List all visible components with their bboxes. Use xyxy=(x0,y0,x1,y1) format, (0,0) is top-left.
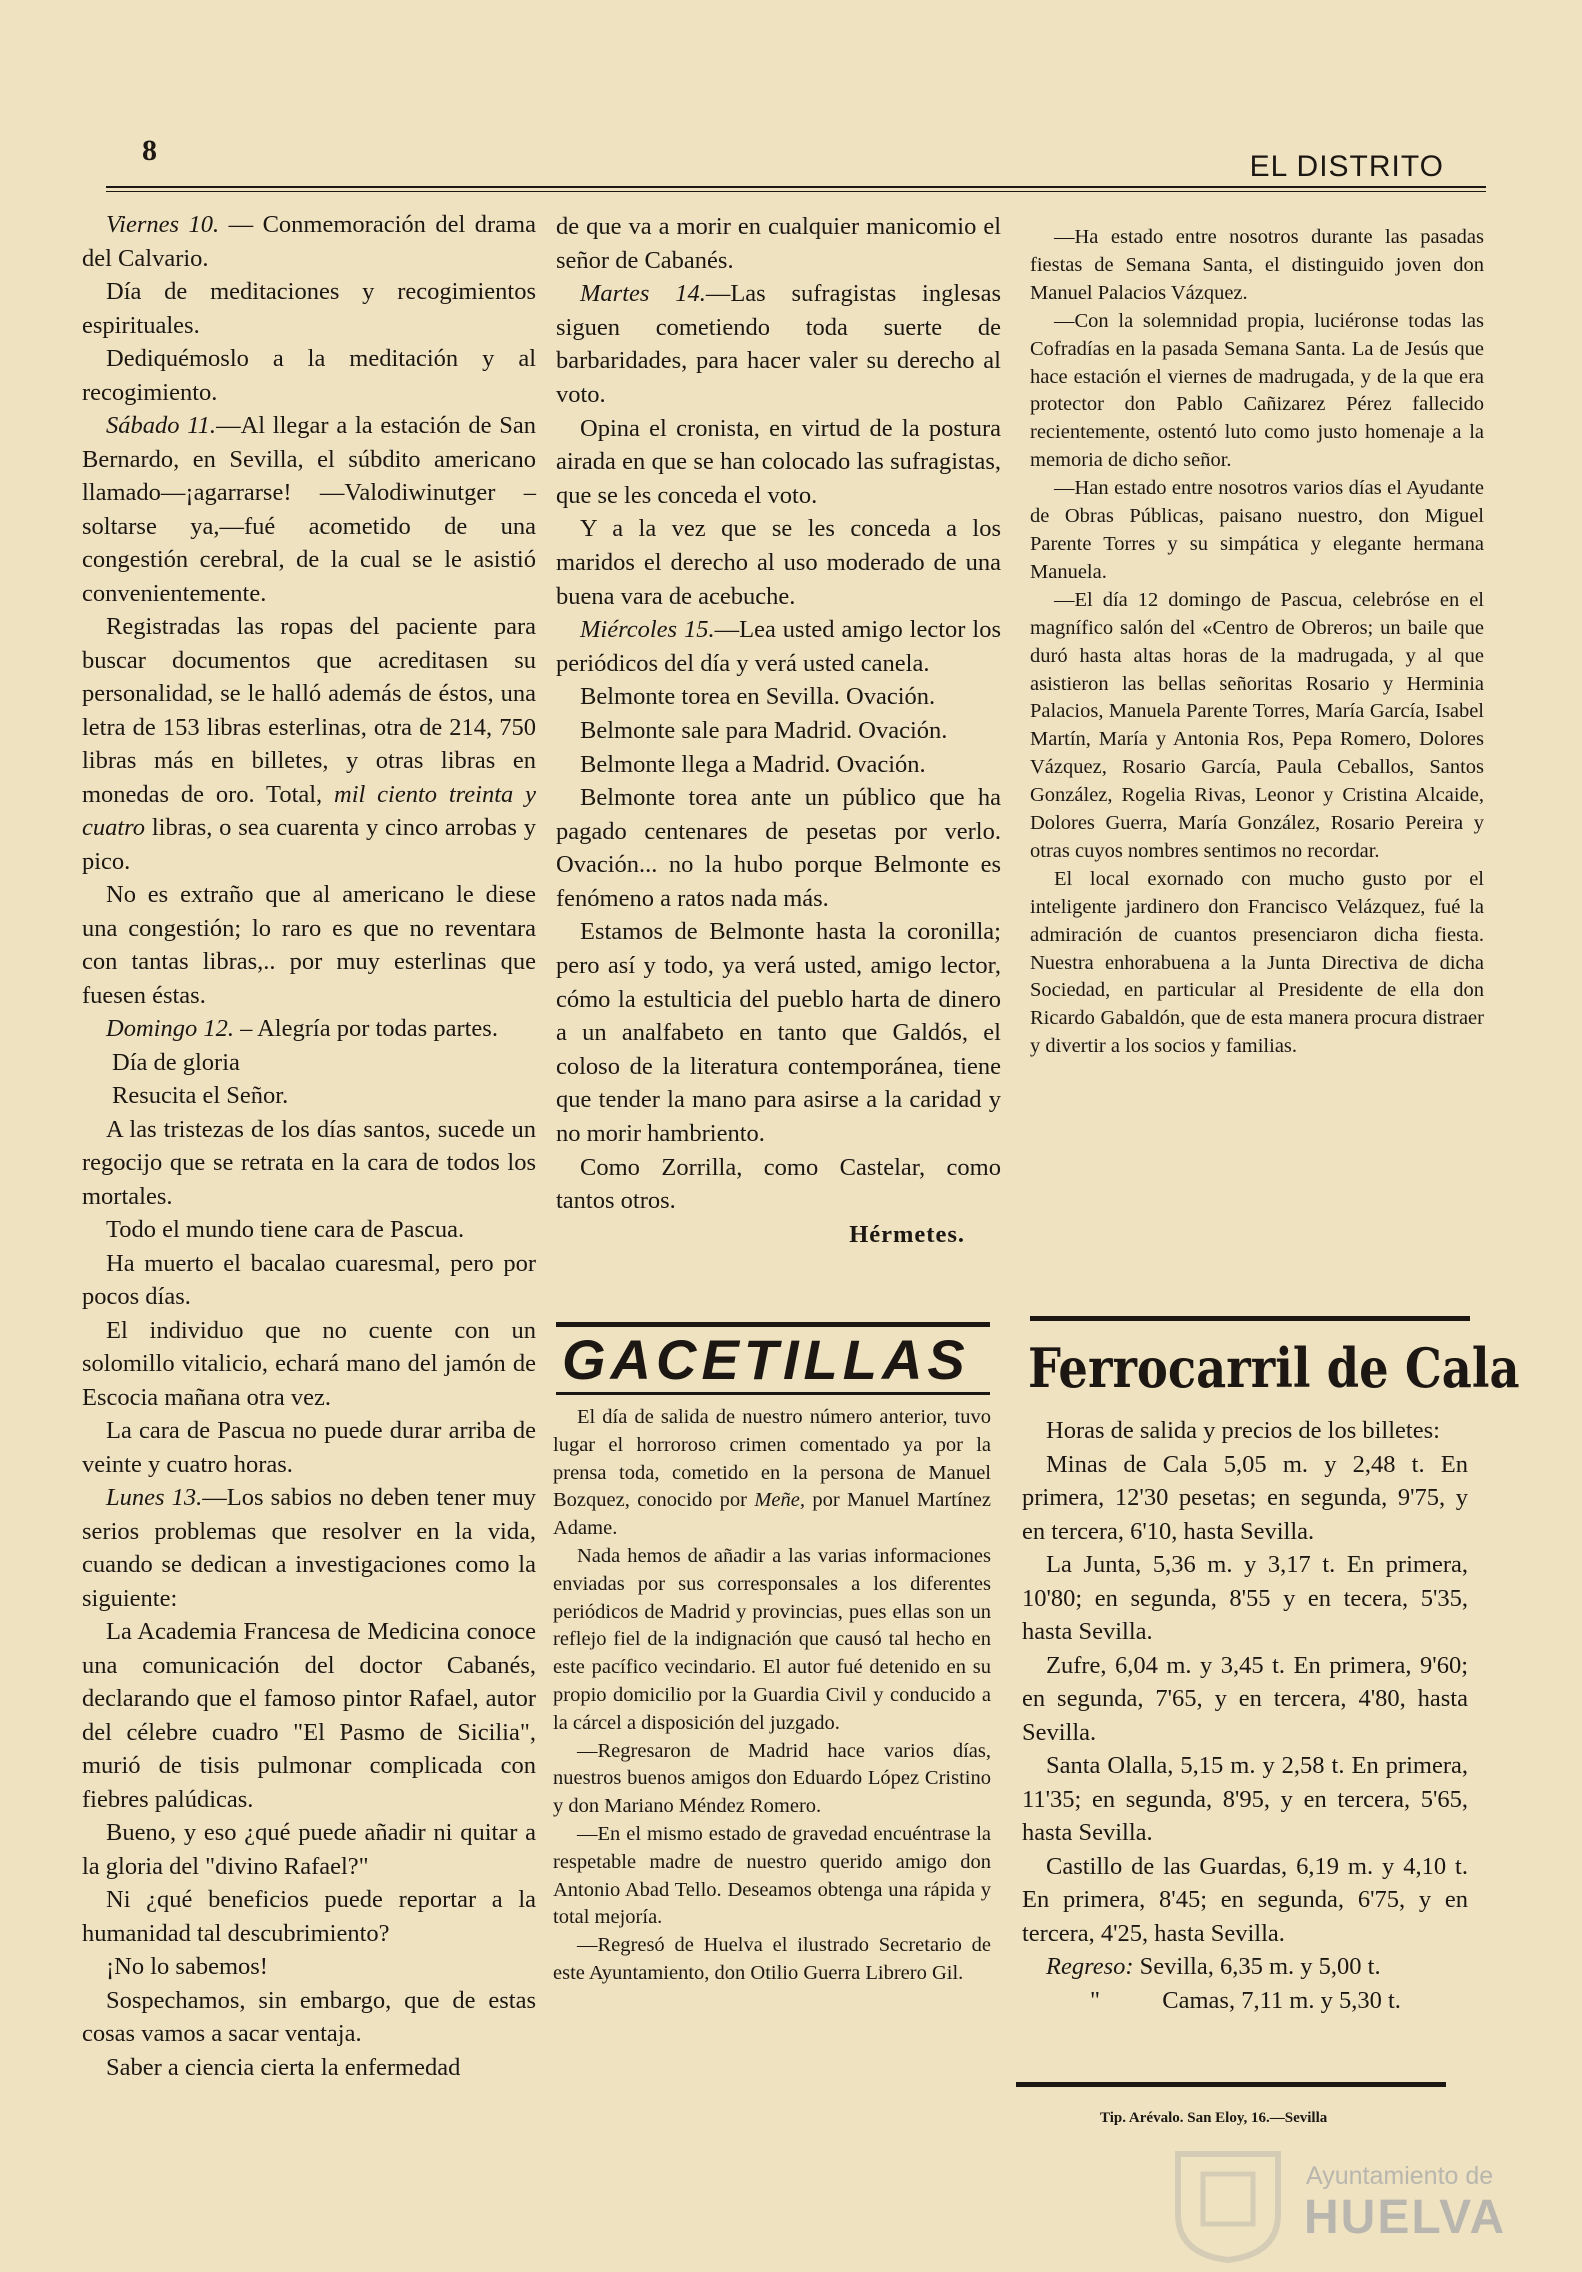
paragraph-text: Como Zorrilla, como Castelar, como tantos otros. xyxy=(556,1153,1001,1215)
page-number: 8 xyxy=(142,134,157,167)
col2-paragraph xyxy=(556,412,1001,513)
ferrocarril-paragraph xyxy=(1022,1548,1468,1649)
col1-paragraph xyxy=(82,1984,536,2051)
paragraph-text: —Regresó de Huelva el ilustrado Secretario de este Ayuntamiento, don Otilio Guerra Librero Gil. xyxy=(553,1934,991,1984)
col1-paragraph xyxy=(82,342,536,409)
paragraph-text: ¡No lo sabemos! xyxy=(106,1953,268,1980)
paragraph-text: No es extraño que al americano le diese una congestión; lo raro es que no reventara con tantas libras,.. por muy esterlinas que fuesen éstas. xyxy=(82,881,536,1009)
col1-paragraph xyxy=(82,1247,536,1314)
ferrocarril-paragraph xyxy=(1022,1749,1468,1850)
paragraph-text: Belmonte torea en Sevilla. Ovación. xyxy=(580,683,936,711)
gacetillas-paragraph xyxy=(553,1543,991,1738)
col2-paragraph xyxy=(556,277,1001,411)
header-rule xyxy=(106,186,1486,188)
col2-paragraph xyxy=(556,748,1001,782)
ditto-mark: " xyxy=(1090,1986,1101,2014)
col1-paragraph xyxy=(82,1816,536,1883)
col2-paragraph xyxy=(556,613,1001,680)
paragraph-text: —Al llegar a la estación de San Bernardo, en Sevilla, el súbdito americano llamado—¡agarrarse! —Valodiwinutger – soltarse ya,—fué acometido de una congestión cerebral, de la cual se le asistió convenientemente. xyxy=(82,412,536,607)
paragraph-text: A las tristezas de los días santos, sucede un regocijo que se retrata en la cara de todos los mortales. xyxy=(82,1115,536,1210)
col2-paragraph xyxy=(556,210,1001,277)
regreso-label: Regreso: xyxy=(1046,1953,1134,1980)
col1-paragraph xyxy=(82,1414,536,1481)
gacetillas-paragraph xyxy=(553,1821,991,1932)
paragraph-text: —Ha estado entre nosotros durante las pasadas fiestas de Semana Santa, el distinguido joven don Manuel Palacios Vázquez. xyxy=(1030,226,1484,304)
ferrocarril-title: Ferrocarril de Cala xyxy=(1028,1336,1520,1400)
col1-paragraph xyxy=(82,2051,536,2085)
paragraph-text: Saber a ciencia cierta la enfermedad xyxy=(106,2053,461,2081)
col1-paragraph xyxy=(82,409,536,610)
paragraph-text: Ni ¿qué beneficios puede reportar a la humanidad tal descubrimiento? xyxy=(82,1886,536,1947)
col3-paragraph xyxy=(1030,308,1484,475)
regreso-sevilla: Sevilla, 6,35 m. y 5,00 t. xyxy=(1139,1953,1381,1980)
column-3 xyxy=(1030,224,1484,1061)
paragraph-text: —En el mismo estado de gravedad encuéntrase la respetable madre de nuestro querido amigo don Antonio Abad Tello. Deseamos obtenga una rápida y total mejoría. xyxy=(553,1822,991,1929)
paragraph-text: Belmonte sale para Madrid. Ovación. xyxy=(580,716,948,744)
col2-paragraph xyxy=(556,915,1001,1150)
col1-paragraph xyxy=(82,1012,536,1046)
paragraph-text: El día de salida de nuestro número anterior, tuvo lugar el horroroso crimen comentado ya por la prensa toda, cometido en la persona de Manuel Bozquez, conocido por xyxy=(553,1406,991,1512)
date-heading: Lunes 13. xyxy=(106,1484,203,1511)
paragraph-text: La Academia Francesa de Medicina conoce una comunicación del doctor Cabanés, declarando que el famoso pintor Rafael, autor del célebre cuadro "El Pasmo de Sicilia", murió de tisis pulmonar complicada con fiebres palúdicas. xyxy=(82,1618,536,1813)
paragraph-text: — Conmemoración del drama del Calvario. xyxy=(82,211,536,272)
paragraph-text: Día de meditaciones y recogimientos espirituales. xyxy=(82,278,536,339)
regreso-line-2 xyxy=(1022,1984,1468,2018)
ferrocarril-paragraph xyxy=(1022,1649,1468,1750)
col1-paragraph xyxy=(82,1883,536,1950)
col2-paragraph xyxy=(556,512,1001,613)
paragraph-text: —Los sabios no deben tener muy serios problemas que resolver en la vida, cuando se dedican a investigaciones como la siguiente: xyxy=(82,1484,536,1612)
col2-paragraph xyxy=(556,781,1001,915)
paragraph-text: de que va a morir en cualquier manicomio el señor de Cabanés. xyxy=(556,213,1001,274)
paragraph-text: La Junta, 5,36 m. y 3,17 t. En primera, 10'80; en segunda, 8'55 y en tecera, 5'35, hasta Sevilla. xyxy=(1022,1551,1468,1645)
header-rule-thin xyxy=(106,191,1486,192)
paragraph-text: Y a la vez que se les conceda a los maridos el derecho al uso moderado de una buena vara de acebuche. xyxy=(556,515,1001,610)
col3-paragraph xyxy=(1030,866,1484,1061)
date-heading: Sábado 11. xyxy=(106,412,217,439)
col1-paragraph xyxy=(82,1314,536,1415)
ferrocarril-paragraph xyxy=(1022,1414,1468,1448)
col1-paragraph xyxy=(82,1481,536,1615)
paragraph-text: Belmonte torea ante un público que ha pagado centenares de pesetas por verlo. Ovación... no la hubo porque Belmonte es fenómeno a ratos nada más. xyxy=(556,784,1001,912)
paragraph-text: La cara de Pascua no puede durar arriba de veinte y cuatro horas. xyxy=(82,1417,536,1478)
column-1 xyxy=(82,208,536,2084)
huelva-seal-watermark xyxy=(1168,2134,1288,2264)
ferrocarril-paragraph xyxy=(1022,1448,1468,1549)
paragraph-text: —Lea usted amigo lector los periódicos del día y verá usted canela. xyxy=(556,616,1001,677)
paragraph-text: Minas de Cala 5,05 m. y 2,48 t. En primera, 12'30 pesetas; en segunda, 9'75, y en tercera, 6'10, hasta Sevilla. xyxy=(1022,1450,1468,1545)
col2-paragraph xyxy=(556,714,1001,748)
col1-paragraph xyxy=(82,878,536,1012)
col1-paragraph xyxy=(82,1046,536,1080)
paragraph-text: —El día 12 domingo de Pascua, celebróse en el magnífico salón del «Centro de Obreros; un baile que duró hasta altas horas de la madrugada, y al que asistieron las bellas señoritas Rosario y Herminia Palacios, Manuela Parente Torres, María García, Isabel Martín, María y Antonia Ros, Pepa Romero, Dolores Vázquez, Rosario García, Paula Ceballos, Santos González, Rogelia Rivas, Leonor y Cristina Alcaide, Dolores Guerra, María González, Rosario Pereira y otras cuyos nombres sentimos no recordar. xyxy=(1030,588,1484,862)
col1-paragraph xyxy=(82,1950,536,1984)
paragraph-text: —Las sufragistas inglesas siguen cometiendo toda suerte de barbaridades, para hacer valer su derecho al voto. xyxy=(556,280,1001,408)
printer-imprint: Tip. Arévalo. San Eloy, 16.—Sevilla xyxy=(1100,2110,1328,2126)
ferrocarril-rule-top xyxy=(1030,1316,1470,1321)
col2-paragraph xyxy=(556,1151,1001,1218)
paragraph-text: Día de gloria xyxy=(112,1048,240,1076)
paragraph-text: Nada hemos de añadir a las varias informaciones enviadas por sus corresponsales a los diferentes periódicos de Madrid y provincias, pues ellas son un reflejo fiel de la indignación que causó tal hecho en este pacífico vecindario. El autor fué detenido en su propio domicilio por la Guardia Civil y conducido a la cárcel a disposición del juzgado. xyxy=(553,1544,991,1734)
paragraph-text: Todo el mundo tiene cara de Pascua. xyxy=(106,1216,465,1243)
ferrocarril-body xyxy=(1022,1414,1468,2017)
emphasis-text: Meñe, xyxy=(747,1489,806,1512)
ferrocarril-rule-bottom xyxy=(1016,2082,1446,2087)
col1-paragraph xyxy=(82,1615,536,1816)
gacetillas-title: GACETILLAS xyxy=(562,1328,970,1391)
regreso-camas: Camas, 7,11 m. y 5,30 t. xyxy=(1162,1986,1401,2014)
gacetillas-paragraph xyxy=(553,1738,991,1821)
col1-paragraph xyxy=(82,275,536,342)
col1-paragraph xyxy=(82,610,536,878)
paragraph-text: —Con la solemnidad propia, luciéronse todas las Cofradías en la pasada Semana Santa. La de Jesús que hace estación el viernes de madrugada, y de la que era protector don Pablo Cañizarez Pérez fallecido recientemente, ostentó luto como justo homenaje a la memoria de dicho señor. xyxy=(1030,309,1484,472)
paragraph-text: —Regresaron de Madrid hace varios días, nuestros buenos amigos don Eduardo López Cristino y don Mariano Méndez Romero. xyxy=(553,1739,991,1818)
gacetillas-paragraph xyxy=(553,1932,991,1988)
paragraph-text: Resucita el Señor. xyxy=(112,1082,289,1109)
paragraph-text: Dediquémoslo a la meditación y al recogimiento. xyxy=(82,345,536,406)
col3-paragraph xyxy=(1030,587,1484,866)
paragraph-text: Ha muerto el bacalao cuaresmal, pero por pocos días. xyxy=(82,1249,536,1310)
date-heading: Miércoles 15. xyxy=(580,616,715,644)
column-2 xyxy=(556,210,1001,1251)
paragraph-text: Sospechamos, sin embargo, que de estas cosas vamos a sacar ventaja. xyxy=(82,1986,536,2047)
col1-paragraph xyxy=(82,208,536,275)
paragraph-text: Bueno, y eso ¿qué puede añadir ni quitar a la gloria del "divino Rafael?" xyxy=(82,1819,536,1880)
ferrocarril-paragraph xyxy=(1022,1850,1468,1951)
gacetillas-paragraph xyxy=(553,1404,991,1543)
paragraph-text: Belmonte llega a Madrid. Ovación. xyxy=(580,750,926,778)
paragraph-text: Horas de salida y precios de los billetes: xyxy=(1046,1417,1440,1444)
watermark-line-1: Ayuntamiento de xyxy=(1306,2162,1494,2190)
watermark-line-2: HUELVA xyxy=(1304,2191,1507,2244)
gacetillas-rule-top xyxy=(556,1322,990,1327)
gacetillas-body xyxy=(553,1404,991,1988)
col1-paragraph xyxy=(82,1113,536,1214)
paragraph-text: Opina el cronista, en virtud de la postura airada en que se han colocado las sufragistas, que se les conceda el voto. xyxy=(556,414,1001,509)
paragraph-text-tail: libras, o sea cuarenta y cinco arrobas y pico. xyxy=(82,814,536,875)
col1-paragraph xyxy=(82,1079,536,1113)
paragraph-text: Zufre, 6,04 m. y 3,45 t. En primera, 9'60; en segunda, 7'65, y en tercera, 4'80, hasta Sevilla. xyxy=(1022,1651,1468,1746)
paragraph-text-tail: por Manuel Martínez Adame. xyxy=(553,1489,991,1540)
paragraph-text: —Han estado entre nosotros varios días el Ayudante de Obras Públicas, paisano nuestro, don Miguel Parente Torres y su simpática y elegante hermana Manuela. xyxy=(1030,477,1484,583)
paragraph-text: Hérmetes. xyxy=(849,1220,965,1248)
masthead: EL DISTRITO xyxy=(1249,150,1444,183)
col3-paragraph xyxy=(1030,475,1484,587)
date-heading: Domingo 12. xyxy=(106,1015,234,1042)
gacetillas-rule-bottom xyxy=(556,1392,990,1395)
date-heading: Martes 14. xyxy=(580,280,706,308)
col2-paragraph xyxy=(556,1218,1001,1252)
emphasis-text: mil ciento treinta y cuatro xyxy=(82,780,536,841)
paragraph-text: Estamos de Belmonte hasta la coronilla; pero así y todo, ya verá usted, amigo lector, cómo la estulticia del pueblo harta de dinero a un analfabeto en tanto que Galdós, el coloso de la literatura contemporánea, tiene que tender la mano para asirse a la caridad y no morir hambriento. xyxy=(556,918,1001,1148)
paragraph-text: Castillo de las Guardas, 6,19 m. y 4,10 t. En primera, 8'45; en segunda, 6'75, y en tercera, 4'25, hasta Sevilla. xyxy=(1022,1852,1468,1947)
paragraph-text: Santa Olalla, 5,15 m. y 2,58 t. En primera, 11'35; en segunda, 8'95, y en tercera, 5'65, hasta Sevilla. xyxy=(1022,1752,1468,1846)
paragraph-text: El individuo que no cuente con un solomillo vitalicio, echará mano del jamón de Escocia mañana otra vez. xyxy=(82,1316,536,1411)
col2-paragraph xyxy=(556,680,1001,714)
col3-paragraph xyxy=(1030,224,1484,308)
paragraph-text: Registradas las ropas del paciente para buscar documentos que acreditasen su personalidad, se le halló además de éstos, una letra de 153 libras esterlinas, otra de 214, 750 libras más en billetes, y otras libras en monedas de oro. Total, xyxy=(82,613,536,808)
paragraph-text: El local exornado con mucho gusto por el inteligente jardinero don Francisco Velázquez, fué la admiración de cuantos presenciaron dicha fiesta. Nuestra enhorabuena a la Junta Directiva de dicha Sociedad, en particular al Presidente de ella don Ricardo Gabaldón, que de esta manera procura distraer y divertir a los socios y familias. xyxy=(1030,867,1484,1058)
regreso-line-1 xyxy=(1022,1950,1468,1984)
col1-paragraph xyxy=(82,1213,536,1247)
date-heading: Viernes 10. xyxy=(106,211,220,238)
paragraph-text: – Alegría por todas partes. xyxy=(233,1015,498,1042)
